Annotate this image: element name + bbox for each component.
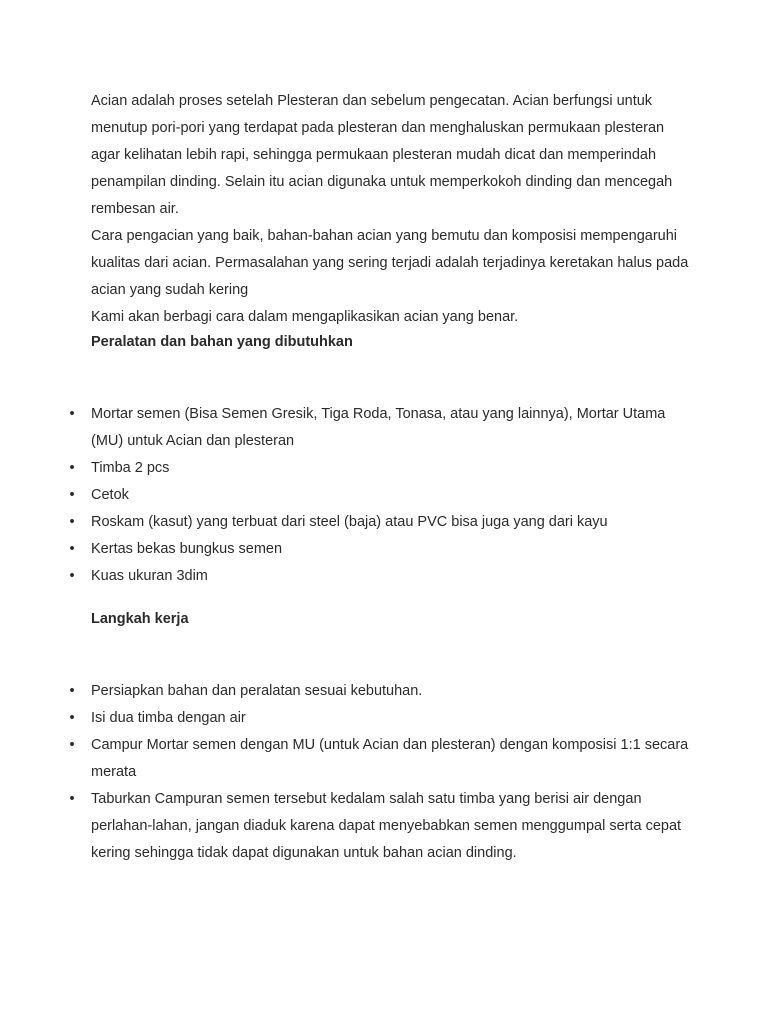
tools-list (69, 401, 691, 590)
list-item-text: Campur Mortar semen dengan MU (untuk Acian dan plesteran) dengan komposisi 1:1 secara merata (91, 737, 689, 780)
list-item-text: Kuas ukuran 3dim (91, 568, 208, 584)
intro-paragraph: Cara pengacian yang baik, bahan-bahan acian yang bemutu dan komposisi mempengaruhi kualitas dari acian. Permasalahan yang sering terjadi adalah terjadinya keretakan halus pada acian yang sudah kering (91, 228, 689, 298)
list-item-text: Persiapkan bahan dan peralatan sesuai kebutuhan. (91, 683, 423, 699)
list-item (69, 678, 691, 705)
list-item (69, 563, 691, 590)
list-item (69, 482, 691, 509)
intro-paragraph: Acian adalah proses setelah Plesteran dan sebelum pengecatan. Acian berfungsi untuk menutup pori-pori yang terdapat pada plesteran dan menghaluskan permukaan plesteran agar kelihatan lebih rapi, sehingga permukaan plesteran mudah dicat dan memperindah penampilan dinding. Selain itu acian digunaka untuk memperkokoh dinding dan mencegah rembesan air. (91, 93, 673, 217)
bullet-icon: • (69, 683, 75, 699)
list-item-text: Mortar semen (Bisa Semen Gresik, Tiga Roda, Tonasa, atau yang lainnya), Mortar Utama (MU) untuk Acian dan plesteran (91, 406, 666, 449)
steps-heading: Langkah kerja (91, 611, 189, 627)
tools-heading: Peralatan dan bahan yang dibutuhkan (91, 334, 353, 350)
list-item (69, 455, 691, 482)
list-item-text: Roskam (kasut) yang terbuat dari steel (baja) atau PVC bisa juga yang dari kayu (91, 514, 608, 530)
list-item (69, 536, 691, 563)
bullet-icon: • (69, 487, 75, 503)
bullet-icon: • (69, 460, 75, 476)
bullet-icon: • (69, 568, 75, 584)
bullet-icon: • (69, 514, 75, 530)
list-item-text: Kertas bekas bungkus semen (91, 541, 283, 557)
list-item-text: Isi dua timba dengan air (91, 710, 246, 726)
list-item (69, 786, 691, 867)
intro-text (91, 88, 691, 331)
list-item (69, 705, 691, 732)
bullet-icon: • (69, 791, 75, 807)
bullet-icon: • (69, 710, 75, 726)
list-item (69, 401, 691, 455)
intro-paragraph: Kami akan berbagi cara dalam mengaplikasikan acian yang benar. (91, 309, 519, 325)
list-item (69, 509, 691, 536)
steps-list (69, 678, 691, 867)
list-item-text: Cetok (91, 487, 129, 503)
bullet-icon: • (69, 406, 75, 422)
bullet-icon: • (69, 541, 75, 557)
list-item (69, 732, 691, 786)
list-item-text: Timba 2 pcs (91, 460, 170, 476)
bullet-icon: • (69, 737, 75, 753)
list-item-text: Taburkan Campuran semen tersebut kedalam salah satu timba yang berisi air dengan perlahan-lahan, jangan diaduk karena dapat menyebabkan semen menggumpal serta cepat kering sehingga tidak dapat digunakan untuk bahan acian dinding. (91, 791, 682, 861)
